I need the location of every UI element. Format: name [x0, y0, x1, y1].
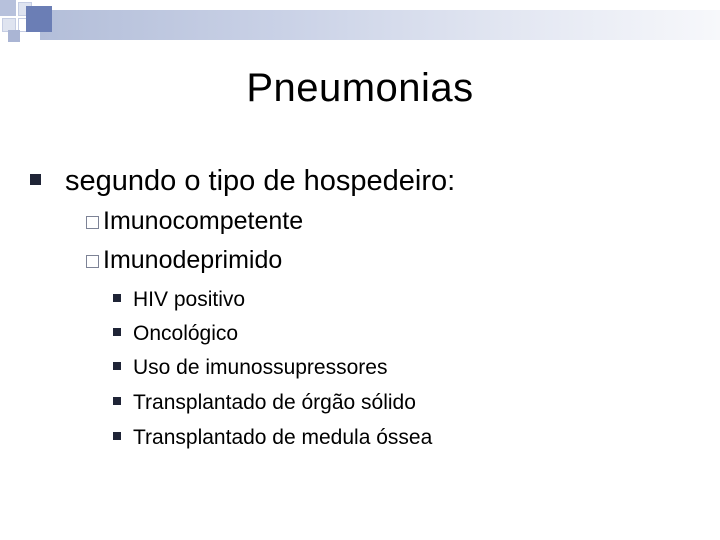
bullet-level3-item: [113, 356, 387, 380]
filled-square-bullet-icon: [113, 294, 121, 302]
bullet-level2-item: [86, 207, 303, 236]
filled-square-bullet-icon: [113, 397, 121, 405]
square-icon: [8, 30, 20, 42]
bullet-level1-text: segundo o tipo de hospedeiro:: [65, 165, 456, 197]
square-icon: [0, 0, 16, 16]
bullet-level3-item: [113, 391, 416, 415]
bullet-level3-text: Uso de imunossupressores: [133, 356, 388, 379]
square-icon: [26, 6, 52, 32]
bullet-level3-text: Transplantado de medula óssea: [133, 426, 433, 449]
slide-title: [0, 66, 720, 111]
bullet-level2-text: Imunocompetente: [103, 207, 304, 235]
bullet-level3-text: Transplantado de órgão sólido: [133, 391, 416, 414]
bullet-level3-item: [113, 322, 238, 346]
filled-square-bullet-icon: [113, 362, 121, 370]
filled-square-bullet-icon: [30, 174, 41, 185]
hollow-square-bullet-icon: [86, 216, 99, 229]
header-band-decoration: [40, 10, 720, 40]
bullet-level3-item: [113, 288, 245, 312]
filled-square-bullet-icon: [113, 432, 121, 440]
bullet-level1: [30, 165, 455, 198]
corner-squares-decoration: [0, 0, 60, 50]
bullet-level3-item: [113, 426, 432, 450]
slide-title-text: Pneumonias: [246, 66, 474, 110]
bullet-level3-text: Oncológico: [133, 322, 239, 345]
filled-square-bullet-icon: [113, 328, 121, 336]
bullet-level3-text: HIV positivo: [133, 288, 246, 311]
bullet-level2-text: Imunodeprimido: [103, 246, 283, 274]
bullet-level2-item: [86, 246, 282, 275]
hollow-square-bullet-icon: [86, 255, 99, 268]
